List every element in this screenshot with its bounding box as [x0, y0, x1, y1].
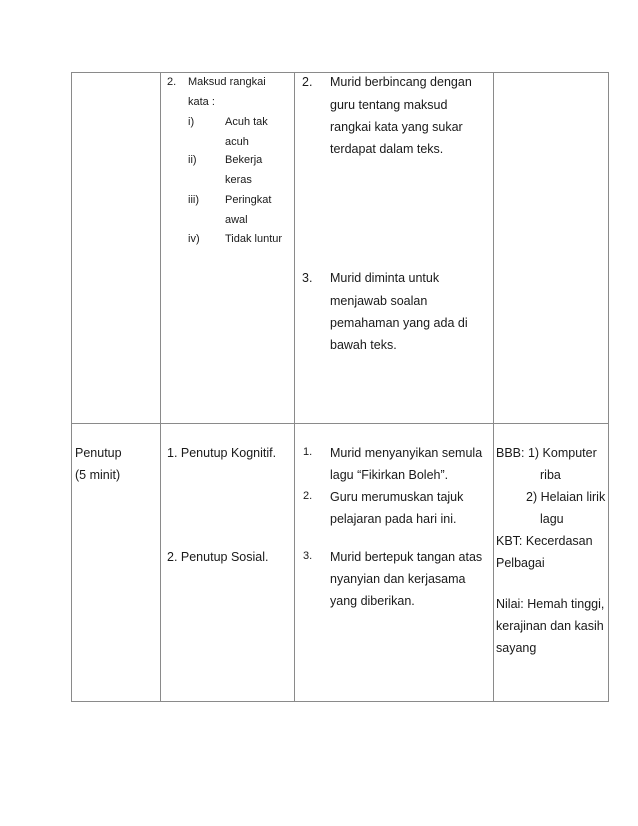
step-number: 3. [303, 550, 313, 562]
kbt-text: KBT: Kecerdasan [496, 534, 593, 548]
nilai-text: kerajinan dan kasih [496, 619, 604, 633]
step-text: bawah teks. [330, 338, 397, 352]
roman-numeral: i) [188, 116, 195, 128]
column-divider-1 [160, 73, 161, 701]
step-number: 1. [303, 446, 313, 458]
step-number: 2. [303, 490, 313, 502]
step-text: terdapat dalam teks. [330, 142, 444, 156]
stage-duration: (5 minit) [75, 468, 121, 482]
nilai-text: sayang [496, 641, 537, 655]
sub-item-text: Bekerja [225, 154, 263, 166]
bbb-text: BBB: 1) Komputer [496, 446, 597, 460]
column-divider-3 [493, 73, 494, 701]
step-number: 3. [302, 271, 313, 285]
column-divider-2 [294, 73, 295, 701]
step-text: pelajaran pada hari ini. [330, 512, 457, 526]
step-text: Murid berbincang dengan [330, 75, 472, 89]
bbb-text: riba [540, 468, 561, 482]
step-text: menjawab soalan [330, 294, 428, 308]
sub-item-text: Acuh tak [225, 116, 268, 128]
item-text: kata : [188, 96, 215, 108]
step-text: Murid diminta untuk [330, 271, 440, 285]
roman-numeral: iv) [188, 233, 200, 245]
kbt-text: Pelbagai [496, 556, 545, 570]
sub-item-text: awal [225, 214, 248, 226]
step-text: guru tentang maksud [330, 98, 448, 112]
step-text: rangkai kata yang sukar [330, 120, 463, 134]
sub-item-text: keras [225, 174, 252, 186]
sub-item-text: Peringkat [225, 194, 272, 206]
step-text: yang diberikan. [330, 594, 415, 608]
roman-numeral: iii) [188, 194, 199, 206]
step-text: lagu “Fikirkan Boleh”. [330, 468, 449, 482]
step-text: Guru merumuskan tajuk [330, 490, 464, 504]
sub-item-text: Tidak luntur [225, 233, 283, 245]
step-number: 2. [302, 75, 313, 89]
item-number: 2. [167, 76, 177, 88]
stage-label: Penutup [75, 446, 122, 460]
row-divider [72, 423, 608, 424]
bbb-text: lagu [540, 512, 564, 526]
sub-item-text: acuh [225, 136, 249, 148]
step-text: pemahaman yang ada di [330, 316, 468, 330]
step-text: Murid bertepuk tangan atas [330, 550, 483, 564]
roman-numeral: ii) [188, 154, 197, 166]
item-text: Maksud rangkai [188, 76, 266, 88]
step-text: nyanyian dan kerjasama [330, 572, 466, 586]
closing-item: 2. Penutup Sosial. [167, 550, 269, 564]
nilai-text: Nilai: Hemah tinggi, [496, 597, 605, 611]
bbb-text: 2) Helaian lirik [526, 490, 606, 504]
closing-item: 1. Penutup Kognitif. [167, 446, 277, 460]
step-text: Murid menyanyikan semula [330, 446, 483, 460]
